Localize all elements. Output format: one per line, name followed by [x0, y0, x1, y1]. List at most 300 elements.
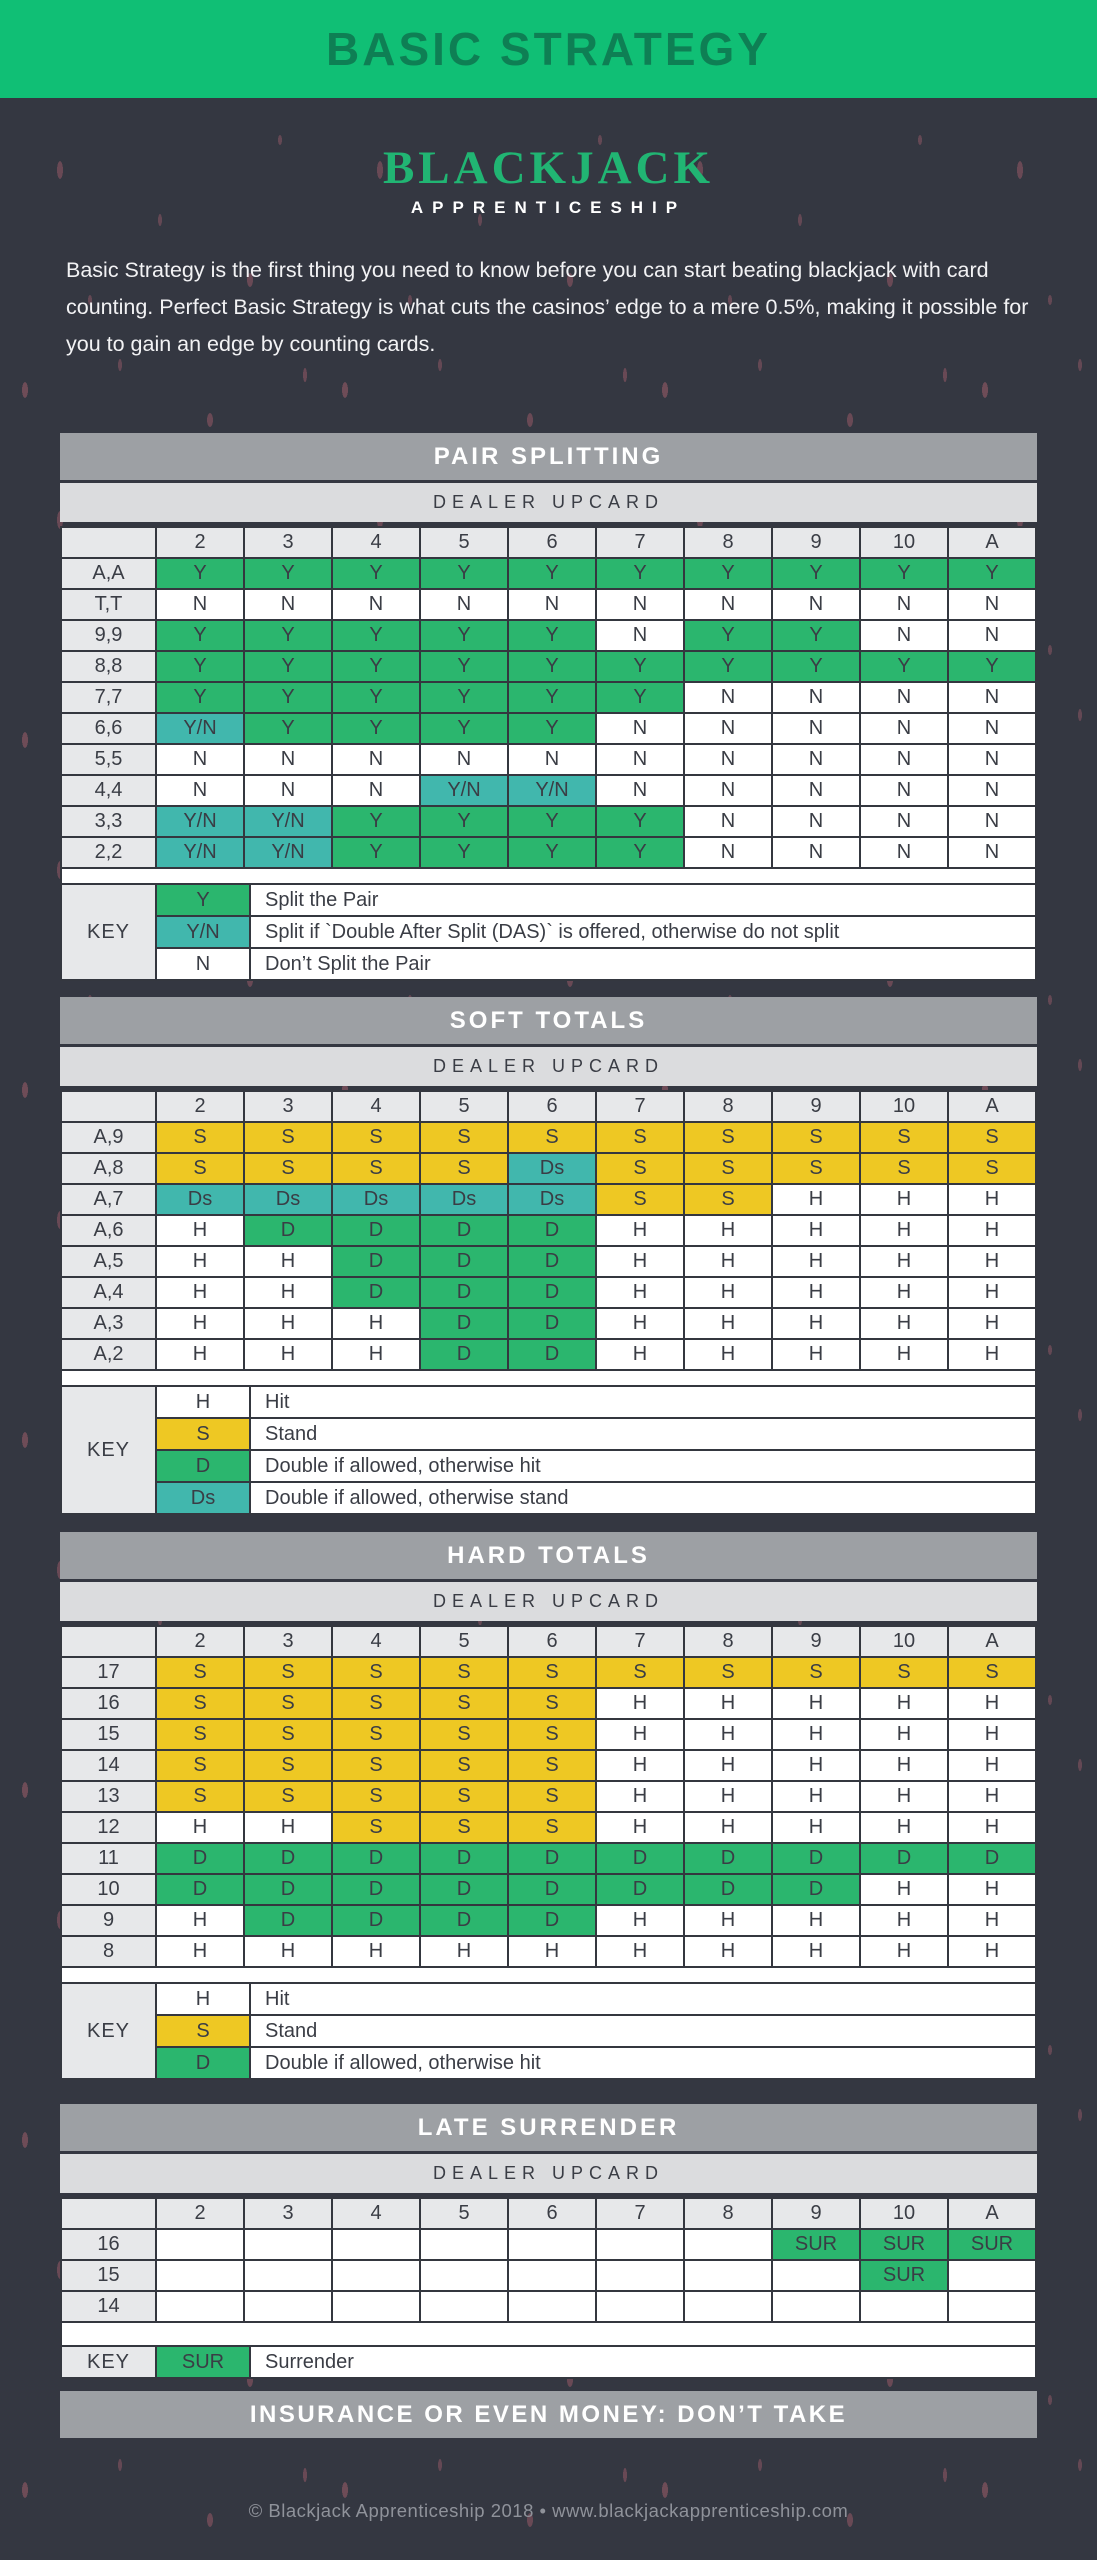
strategy-cell: Y/N	[245, 838, 331, 867]
column-header-7: 7	[597, 2199, 683, 2228]
strategy-cell: D	[509, 1906, 595, 1935]
strategy-cell: N	[861, 807, 947, 836]
insurance-banner: INSURANCE OR EVEN MONEY: DON’T TAKE	[60, 2391, 1037, 2438]
key-symbol-H: H	[157, 1387, 249, 1417]
strategy-cell: H	[333, 1937, 419, 1966]
column-header-10: 10	[861, 1627, 947, 1656]
strategy-cell: H	[949, 1216, 1035, 1245]
column-header-2: 2	[157, 2199, 243, 2228]
strategy-cell: Y	[333, 559, 419, 588]
row-label-A,3: A,3	[62, 1309, 155, 1338]
strategy-cell: H	[861, 1216, 947, 1245]
column-header-9: 9	[773, 1627, 859, 1656]
strategy-cell: D	[333, 1906, 419, 1935]
strategy-cell: N	[949, 714, 1035, 743]
column-header-9: 9	[773, 1092, 859, 1121]
column-header-10: 10	[861, 528, 947, 557]
row-label-8: 8	[62, 1937, 155, 1966]
strategy-cell: S	[597, 1123, 683, 1152]
strategy-cell: S	[245, 1658, 331, 1687]
strategy-cell: Y	[333, 807, 419, 836]
strategy-cell: D	[421, 1906, 507, 1935]
strategy-cell	[333, 2261, 419, 2290]
strategy-cell: N	[685, 590, 771, 619]
row-label-A,7: A,7	[62, 1185, 155, 1214]
strategy-cell	[245, 2230, 331, 2259]
strategy-cell: Y	[773, 621, 859, 650]
strategy-cell: Y	[509, 683, 595, 712]
strategy-cell: S	[509, 1813, 595, 1842]
strategy-cell: D	[333, 1875, 419, 1904]
strategy-cell: H	[157, 1906, 243, 1935]
strategy-cell: Y	[685, 621, 771, 650]
strategy-cell: D	[157, 1875, 243, 1904]
strategy-cell: S	[861, 1658, 947, 1687]
section-title-soft-totals: SOFT TOTALS	[60, 997, 1037, 1044]
strategy-cell: D	[861, 1844, 947, 1873]
row-label-9: 9	[62, 1906, 155, 1935]
column-header-7: 7	[597, 528, 683, 557]
strategy-cell: H	[597, 1906, 683, 1935]
strategy-cell: S	[773, 1154, 859, 1183]
strategy-cell: S	[509, 1689, 595, 1718]
column-header-8: 8	[685, 2199, 771, 2228]
strategy-cell: S	[597, 1154, 683, 1183]
key-description: Double if allowed, otherwise hit	[251, 1451, 1035, 1481]
strategy-cell: H	[685, 1247, 771, 1276]
strategy-cell: N	[949, 621, 1035, 650]
strategy-cell: S	[333, 1123, 419, 1152]
strategy-cell: N	[333, 776, 419, 805]
strategy-cell: H	[597, 1340, 683, 1369]
strategy-cell: S	[685, 1658, 771, 1687]
strategy-cell: H	[949, 1185, 1035, 1214]
row-label-6,6: 6,6	[62, 714, 155, 743]
column-header-4: 4	[333, 528, 419, 557]
strategy-cell: H	[949, 1813, 1035, 1842]
strategy-cell: Y	[157, 621, 243, 650]
strategy-cell: H	[245, 1309, 331, 1338]
strategy-cell: S	[509, 1751, 595, 1780]
strategy-cell: H	[773, 1309, 859, 1338]
strategy-cell: S	[421, 1689, 507, 1718]
column-header-2: 2	[157, 1092, 243, 1121]
strategy-cell: D	[421, 1844, 507, 1873]
strategy-cell: N	[597, 621, 683, 650]
strategy-cell: S	[333, 1689, 419, 1718]
hard-totals-key-table	[60, 1982, 1037, 2080]
column-header-4: 4	[333, 1627, 419, 1656]
strategy-cell: S	[773, 1123, 859, 1152]
strategy-cell: Y	[157, 683, 243, 712]
intro-paragraph: Basic Strategy is the first thing you need to know before you can start beating blackjack with card counting. Perfect Basic Strategy is what cuts the casinos’ edge to a mere 0.5%, making it possible for you to gain an edge by counting cards.	[66, 258, 1029, 356]
strategy-cell: S	[597, 1658, 683, 1687]
strategy-cell: Y	[421, 652, 507, 681]
strategy-cell	[157, 2292, 243, 2321]
strategy-cell	[685, 2261, 771, 2290]
strategy-cell	[773, 2292, 859, 2321]
column-header-4: 4	[333, 1092, 419, 1121]
strategy-cell: H	[773, 1185, 859, 1214]
strategy-cell	[685, 2230, 771, 2259]
strategy-cell: H	[157, 1813, 243, 1842]
strategy-cell: Y	[685, 559, 771, 588]
strategy-cell: S	[245, 1123, 331, 1152]
soft-totals-key-table	[60, 1385, 1037, 1515]
strategy-cell: Y	[509, 807, 595, 836]
strategy-cell: D	[509, 1247, 595, 1276]
strategy-cell: D	[245, 1216, 331, 1245]
strategy-cell: Y	[333, 714, 419, 743]
strategy-cell: H	[421, 1937, 507, 1966]
page-banner	[0, 0, 1097, 98]
key-symbol-Ds: Ds	[157, 1483, 249, 1513]
column-header-5: 5	[421, 1627, 507, 1656]
sections	[60, 433, 1037, 2379]
strategy-cell: SUR	[861, 2230, 947, 2259]
strategy-cell: D	[421, 1278, 507, 1307]
strategy-cell: S	[421, 1751, 507, 1780]
column-header-6: 6	[509, 528, 595, 557]
strategy-cell: Y	[861, 652, 947, 681]
strategy-cell: Y	[509, 714, 595, 743]
strategy-cell: N	[773, 590, 859, 619]
row-label-2,2: 2,2	[62, 838, 155, 867]
strategy-cell: H	[245, 1813, 331, 1842]
strategy-cell: H	[861, 1340, 947, 1369]
strategy-cell: N	[157, 776, 243, 805]
key-symbol-H: H	[157, 1984, 249, 2014]
strategy-cell: S	[949, 1123, 1035, 1152]
strategy-cell: S	[333, 1782, 419, 1811]
strategy-cell: D	[421, 1309, 507, 1338]
strategy-cell: Y	[509, 838, 595, 867]
strategy-cell: Y	[509, 621, 595, 650]
strategy-cell: Y	[773, 652, 859, 681]
strategy-cell: H	[685, 1782, 771, 1811]
strategy-cell: N	[245, 745, 331, 774]
column-header-5: 5	[421, 1092, 507, 1121]
key-description: Split the Pair	[251, 885, 1035, 915]
strategy-cell: D	[773, 1875, 859, 1904]
strategy-cell: Y	[773, 559, 859, 588]
corner-cell	[62, 528, 155, 557]
key-symbol-D: D	[157, 2048, 249, 2078]
column-header-3: 3	[245, 528, 331, 557]
row-label-A,9: A,9	[62, 1123, 155, 1152]
strategy-cell: D	[333, 1844, 419, 1873]
strategy-cell: Y	[685, 652, 771, 681]
strategy-cell: D	[333, 1247, 419, 1276]
strategy-cell	[509, 2292, 595, 2321]
key-description: Stand	[251, 2016, 1035, 2046]
column-header-2: 2	[157, 1627, 243, 1656]
strategy-cell: Y	[245, 683, 331, 712]
strategy-cell: H	[861, 1937, 947, 1966]
strategy-cell: D	[421, 1216, 507, 1245]
row-label-8,8: 8,8	[62, 652, 155, 681]
strategy-cell: S	[509, 1658, 595, 1687]
strategy-cell: N	[773, 683, 859, 712]
strategy-cell: H	[773, 1340, 859, 1369]
strategy-cell: N	[949, 745, 1035, 774]
strategy-cell: Y	[421, 683, 507, 712]
row-label-A,5: A,5	[62, 1247, 155, 1276]
strategy-cell: D	[685, 1875, 771, 1904]
strategy-cell: D	[685, 1844, 771, 1873]
row-label-T,T: T,T	[62, 590, 155, 619]
corner-cell	[62, 1092, 155, 1121]
strategy-cell	[421, 2230, 507, 2259]
strategy-cell: Y/N	[245, 807, 331, 836]
key-description: Double if allowed, otherwise hit	[251, 2048, 1035, 2078]
strategy-cell: N	[333, 745, 419, 774]
strategy-cell: H	[597, 1813, 683, 1842]
section-late-surrender	[60, 2104, 1037, 2379]
strategy-cell: S	[245, 1751, 331, 1780]
strategy-cell: Y	[949, 559, 1035, 588]
pair-splitting-table	[60, 526, 1037, 869]
strategy-cell: S	[421, 1154, 507, 1183]
strategy-cell: S	[157, 1658, 243, 1687]
row-label-5,5: 5,5	[62, 745, 155, 774]
strategy-cell: H	[157, 1309, 243, 1338]
strategy-cell: N	[597, 714, 683, 743]
strategy-cell: Y/N	[509, 776, 595, 805]
section-title-pair-splitting: PAIR SPLITTING	[60, 433, 1037, 480]
strategy-cell: Y	[245, 714, 331, 743]
row-label-10: 10	[62, 1875, 155, 1904]
key-description: Hit	[251, 1387, 1035, 1417]
strategy-cell	[509, 2261, 595, 2290]
strategy-cell: H	[949, 1247, 1035, 1276]
key-symbol-N: N	[157, 949, 249, 979]
column-header-5: 5	[421, 528, 507, 557]
strategy-cell: H	[861, 1309, 947, 1338]
strategy-cell: Y/N	[157, 807, 243, 836]
strategy-cell: Y	[861, 559, 947, 588]
strategy-cell: S	[685, 1123, 771, 1152]
soft-totals-table	[60, 1090, 1037, 1371]
strategy-cell	[245, 2261, 331, 2290]
strategy-cell: D	[509, 1278, 595, 1307]
strategy-cell: H	[333, 1309, 419, 1338]
section-soft-totals	[60, 997, 1037, 1515]
strategy-cell: S	[773, 1658, 859, 1687]
strategy-cell: N	[157, 590, 243, 619]
strategy-cell: D	[509, 1340, 595, 1369]
strategy-cell: D	[333, 1278, 419, 1307]
strategy-cell: S	[245, 1782, 331, 1811]
table-key-gap	[60, 1371, 1037, 1385]
column-header-9: 9	[773, 528, 859, 557]
strategy-cell: S	[421, 1720, 507, 1749]
strategy-cell	[597, 2230, 683, 2259]
key-description: Don’t Split the Pair	[251, 949, 1035, 979]
strategy-cell: SUR	[949, 2230, 1035, 2259]
row-label-15: 15	[62, 1720, 155, 1749]
strategy-cell: H	[949, 1720, 1035, 1749]
hard-totals-table	[60, 1625, 1037, 1968]
strategy-cell: H	[685, 1278, 771, 1307]
column-header-8: 8	[685, 528, 771, 557]
strategy-cell: H	[949, 1875, 1035, 1904]
strategy-cell: S	[421, 1782, 507, 1811]
strategy-cell: H	[773, 1782, 859, 1811]
key-label: KEY	[62, 1387, 155, 1513]
strategy-cell: Y	[157, 559, 243, 588]
strategy-cell: Y	[245, 559, 331, 588]
section-title-late-surrender: LATE SURRENDER	[60, 2104, 1037, 2151]
dealer-upcard-label: DEALER UPCARD	[60, 2154, 1037, 2193]
row-label-11: 11	[62, 1844, 155, 1873]
strategy-cell: N	[421, 745, 507, 774]
strategy-cell: D	[421, 1875, 507, 1904]
strategy-cell: H	[157, 1278, 243, 1307]
strategy-cell: N	[773, 745, 859, 774]
strategy-cell: Y	[421, 621, 507, 650]
row-label-14: 14	[62, 2292, 155, 2321]
strategy-cell	[333, 2230, 419, 2259]
strategy-cell: Y	[245, 621, 331, 650]
row-label-13: 13	[62, 1782, 155, 1811]
row-label-3,3: 3,3	[62, 807, 155, 836]
row-label-A,2: A,2	[62, 1340, 155, 1369]
strategy-cell: N	[157, 745, 243, 774]
strategy-cell: Ds	[421, 1185, 507, 1214]
strategy-cell: S	[245, 1689, 331, 1718]
strategy-cell: H	[861, 1185, 947, 1214]
strategy-cell	[949, 2292, 1035, 2321]
strategy-cell: H	[597, 1751, 683, 1780]
strategy-cell: S	[509, 1720, 595, 1749]
strategy-cell: Ds	[333, 1185, 419, 1214]
corner-cell	[62, 2199, 155, 2228]
strategy-cell: Y	[421, 838, 507, 867]
strategy-cell	[773, 2261, 859, 2290]
key-symbol-S: S	[157, 1419, 249, 1449]
strategy-cell: H	[773, 1216, 859, 1245]
strategy-cell: H	[157, 1340, 243, 1369]
key-label: KEY	[62, 2347, 155, 2377]
strategy-cell: S	[157, 1123, 243, 1152]
strategy-cell: S	[157, 1720, 243, 1749]
strategy-cell: H	[861, 1782, 947, 1811]
row-label-A,4: A,4	[62, 1278, 155, 1307]
strategy-cell: D	[509, 1309, 595, 1338]
column-header-10: 10	[861, 2199, 947, 2228]
column-header-9: 9	[773, 2199, 859, 2228]
strategy-cell: S	[685, 1154, 771, 1183]
strategy-cell	[685, 2292, 771, 2321]
strategy-cell: N	[861, 590, 947, 619]
strategy-cell: H	[773, 1689, 859, 1718]
strategy-cell: S	[245, 1720, 331, 1749]
strategy-cell: H	[597, 1309, 683, 1338]
strategy-cell: H	[685, 1340, 771, 1369]
pair-splitting-key-table	[60, 883, 1037, 981]
strategy-cell: S	[861, 1123, 947, 1152]
strategy-cell: N	[421, 590, 507, 619]
key-symbol-Y/N: Y/N	[157, 917, 249, 947]
strategy-cell: Y	[597, 683, 683, 712]
strategy-cell: H	[949, 1782, 1035, 1811]
strategy-cell: H	[245, 1247, 331, 1276]
strategy-cell: Y	[597, 807, 683, 836]
key-description: Surrender	[251, 2347, 1035, 2377]
strategy-cell	[157, 2261, 243, 2290]
key-description: Stand	[251, 1419, 1035, 1449]
strategy-cell: H	[685, 1906, 771, 1935]
key-label: KEY	[62, 885, 155, 979]
strategy-cell: S	[421, 1658, 507, 1687]
strategy-cell: S	[333, 1813, 419, 1842]
strategy-cell: H	[685, 1720, 771, 1749]
row-label-17: 17	[62, 1658, 155, 1687]
strategy-cell	[949, 2261, 1035, 2290]
strategy-cell: Ds	[509, 1154, 595, 1183]
strategy-cell: S	[949, 1658, 1035, 1687]
strategy-cell: H	[597, 1689, 683, 1718]
column-header-8: 8	[685, 1092, 771, 1121]
strategy-cell: D	[509, 1875, 595, 1904]
column-header-3: 3	[245, 1627, 331, 1656]
key-description: Double if allowed, otherwise stand	[251, 1483, 1035, 1513]
strategy-cell: D	[773, 1844, 859, 1873]
strategy-cell: S	[421, 1813, 507, 1842]
column-header-A: A	[949, 1092, 1035, 1121]
strategy-cell: Y	[597, 838, 683, 867]
strategy-cell: H	[861, 1813, 947, 1842]
strategy-cell: Y	[949, 652, 1035, 681]
strategy-cell: N	[861, 776, 947, 805]
strategy-cell: H	[597, 1720, 683, 1749]
strategy-cell: H	[685, 1937, 771, 1966]
strategy-cell: H	[773, 1937, 859, 1966]
strategy-cell: H	[685, 1813, 771, 1842]
strategy-cell: Ds	[157, 1185, 243, 1214]
late-surrender-table	[60, 2197, 1037, 2323]
row-label-15: 15	[62, 2261, 155, 2290]
column-header-6: 6	[509, 2199, 595, 2228]
strategy-cell: SUR	[861, 2261, 947, 2290]
strategy-cell: Y/N	[157, 838, 243, 867]
row-label-A,8: A,8	[62, 1154, 155, 1183]
strategy-cell	[421, 2261, 507, 2290]
strategy-cell: SUR	[773, 2230, 859, 2259]
strategy-cell: Y	[597, 652, 683, 681]
key-label: KEY	[62, 1984, 155, 2078]
strategy-cell: D	[597, 1875, 683, 1904]
strategy-cell: Y	[157, 652, 243, 681]
strategy-cell: H	[597, 1278, 683, 1307]
brand-subtitle: APPRENTICESHIP	[410, 198, 687, 217]
strategy-cell	[861, 2292, 947, 2321]
strategy-cell: H	[157, 1216, 243, 1245]
strategy-cell: S	[157, 1689, 243, 1718]
strategy-cell: H	[861, 1720, 947, 1749]
column-header-3: 3	[245, 2199, 331, 2228]
strategy-cell	[333, 2292, 419, 2321]
column-header-6: 6	[509, 1092, 595, 1121]
strategy-cell: N	[773, 714, 859, 743]
strategy-cell: H	[685, 1689, 771, 1718]
strategy-cell: N	[773, 807, 859, 836]
strategy-cell: H	[773, 1247, 859, 1276]
strategy-cell: H	[597, 1216, 683, 1245]
strategy-cell: N	[245, 590, 331, 619]
column-header-7: 7	[597, 1627, 683, 1656]
